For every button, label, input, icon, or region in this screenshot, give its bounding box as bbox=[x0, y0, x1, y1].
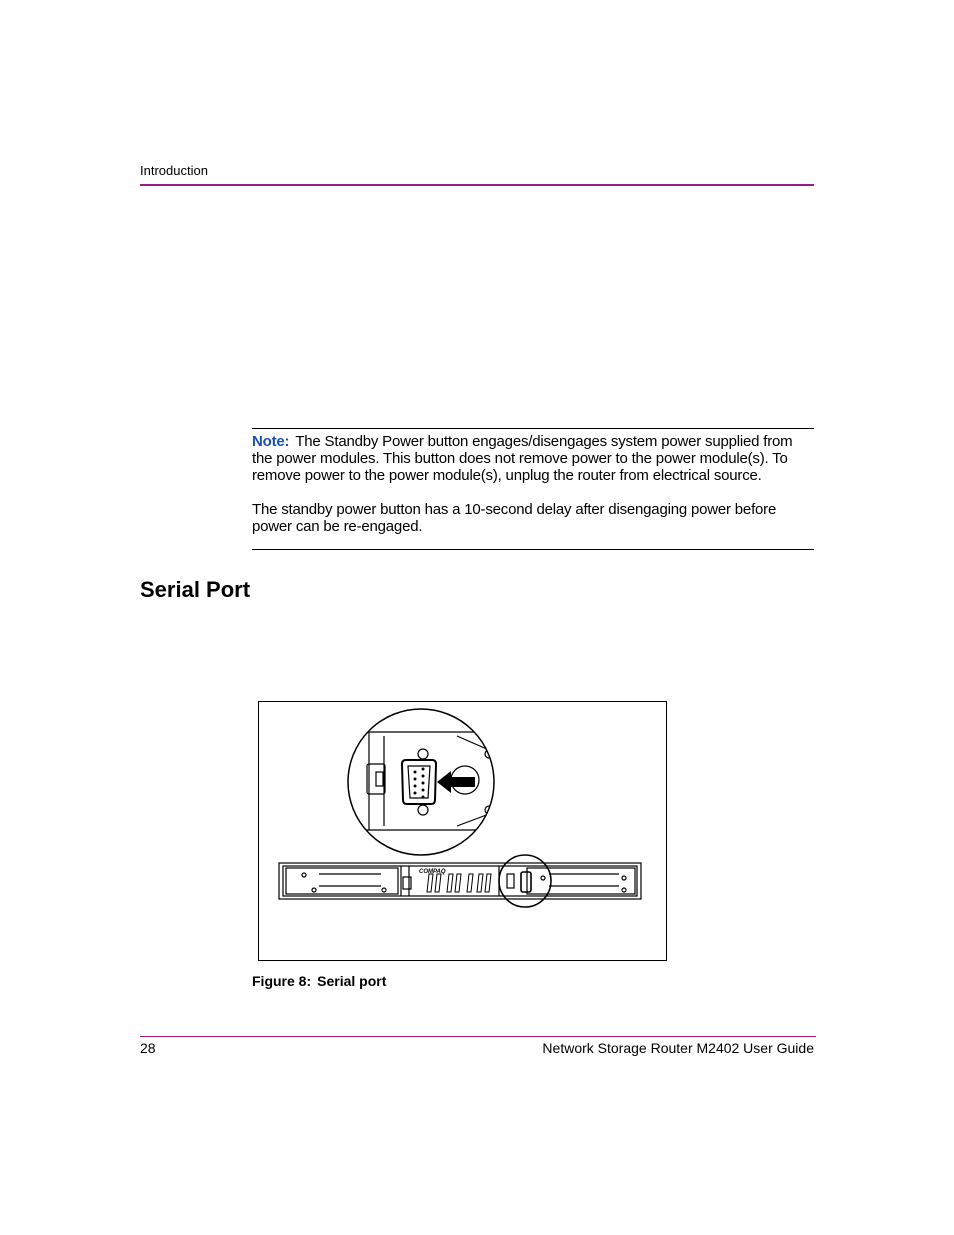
page-number: 28 bbox=[140, 1040, 156, 1056]
brand-logo: COMPAQ bbox=[419, 869, 446, 875]
serial-port-illustration bbox=[259, 702, 665, 959]
footer-rule bbox=[140, 1036, 816, 1037]
figure-caption bbox=[252, 973, 386, 989]
note-paragraph-2: The standby power button has a 10-second delay after disengaging power before power can be re-engaged. bbox=[252, 501, 777, 535]
note-bottom-rule bbox=[252, 549, 814, 550]
note-top-rule bbox=[252, 428, 814, 429]
caption-number: Figure 8: bbox=[252, 973, 312, 989]
router-front-panel bbox=[279, 855, 641, 907]
figure-serial-port bbox=[258, 701, 667, 961]
header-rule bbox=[140, 184, 814, 186]
note-paragraph-1 bbox=[252, 433, 814, 484]
document-title: Network Storage Router M2402 User Guide bbox=[542, 1040, 814, 1056]
running-header: Introduction bbox=[140, 163, 208, 178]
note-label: Note: bbox=[252, 433, 290, 450]
note-text-1: The Standby Power button engages/disengages system power supplied from the power modules. This button does not remove power to the power module(s). To remove power to the power module(s), unplug the router from electrical source. bbox=[252, 433, 793, 484]
zoom-callout bbox=[348, 709, 494, 855]
section-title: Serial Port bbox=[140, 577, 251, 602]
caption-text: Serial port bbox=[317, 973, 387, 989]
note-block bbox=[252, 433, 814, 535]
